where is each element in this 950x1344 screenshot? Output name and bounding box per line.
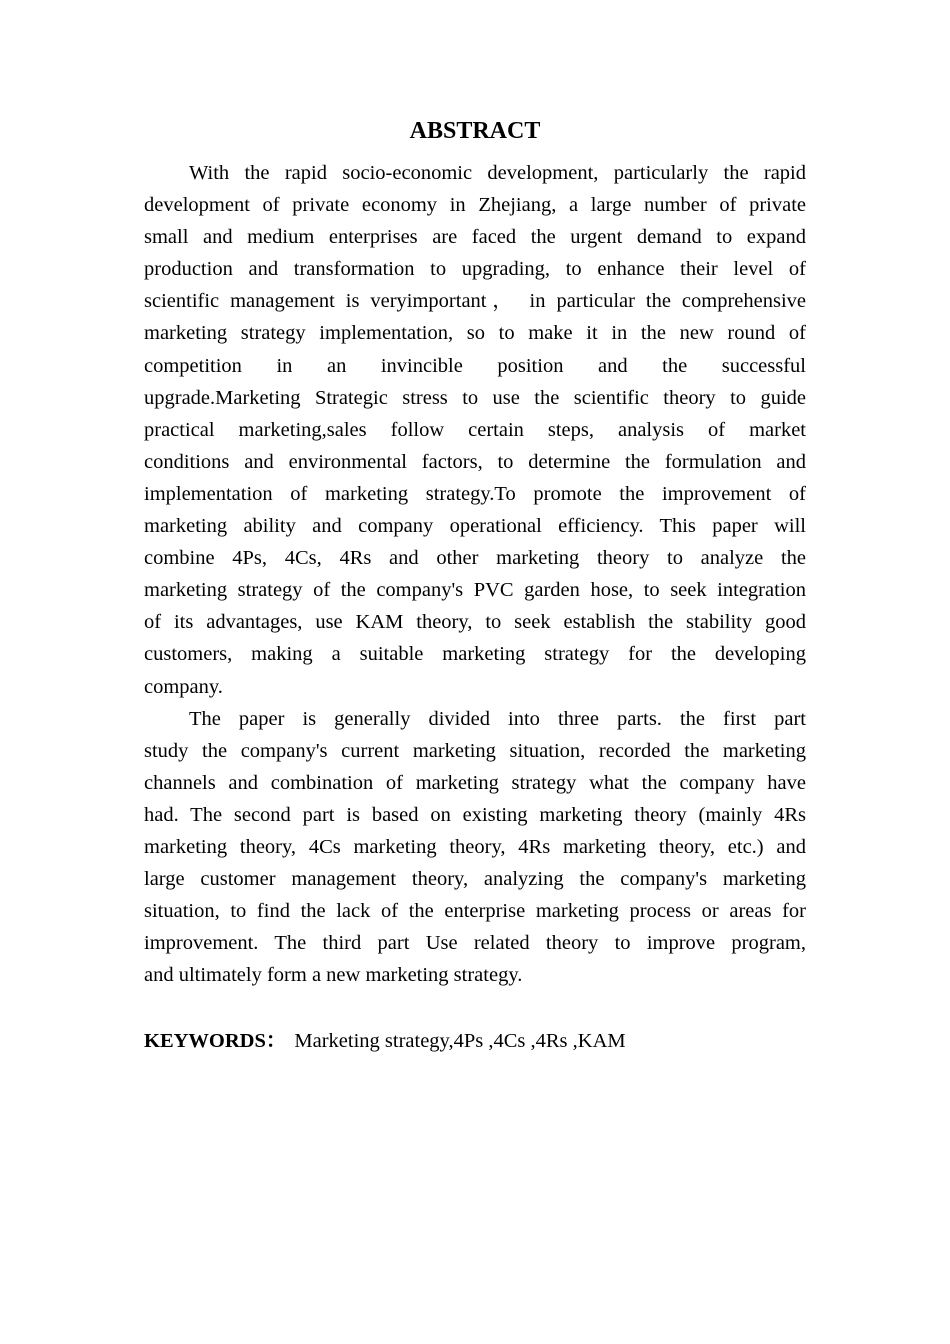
paragraph-line: company. [144,675,223,698]
paragraph-line: of its advantages, use KAM theory, to seek establish the stability good [144,611,806,634]
paragraph-line: marketing theory, 4Cs marketing theory, 4Rs marketing theory, etc.) and [144,835,806,858]
paragraph-line: implementation of marketing strategy.To promote the improvement of [144,482,806,505]
abstract-title: ABSTRACT [409,118,541,144]
abstract-body [144,157,806,991]
paragraph-line: conditions and environmental factors, to determine the formulation and [144,450,806,473]
paragraph-line: channels and combination of marketing strategy what the company have [144,771,806,794]
paragraph-line: production and transformation to upgrading, to enhance their level of [144,258,806,281]
paragraph-line: large customer management theory, analyzing the company's marketing [144,868,806,891]
keywords-line [144,1026,626,1056]
paragraph-line: competition in an invincible position and the successful [144,354,806,377]
paragraph-1 [144,157,806,703]
keywords-value: Marketing strategy,4Ps ,4Cs ,4Rs ,KAM [294,1030,626,1052]
paragraph-line: customers, making a suitable marketing strategy for the developing [144,643,806,666]
paragraph-line: The paper is generally divided into three parts. the first part [189,707,806,730]
paragraph-line: combine 4Ps, 4Cs, 4Rs and other marketing theory to analyze the [144,547,806,570]
paragraph-line: upgrade.Marketing Strategic stress to use the scientific theory to guide [144,386,806,409]
paragraph-line: had. The second part is based on existing marketing theory (mainly 4Rs [144,803,806,826]
paragraph-line: marketing ability and company operational efficiency. This paper will [144,515,806,538]
paragraph-line: marketing strategy implementation, so to make it in the new round of [144,322,806,345]
paragraph-line: small and medium enterprises are faced the urgent demand to expand [144,226,806,249]
paragraph-line: improvement. The third part Use related theory to improve program, [144,932,806,955]
paragraph-line: With the rapid socio-economic development, particularly the rapid [189,162,806,184]
keywords-label: KEYWORDS： [144,1030,287,1052]
paragraph-line: situation, to find the lack of the enterprise marketing process or areas for [144,900,806,923]
paragraph-2 [144,703,806,992]
paragraph-line: scientific management is veryimportant， in particular the comprehensive [144,290,806,313]
paragraph-line: and ultimately form a new marketing strategy. [144,964,523,987]
paragraph-line: study the company's current marketing situation, recorded the marketing [144,739,806,762]
paragraph-line: practical marketing,sales follow certain steps, analysis of market [144,418,806,441]
paragraph-line: development of private economy in Zhejiang, a large number of private [144,194,806,217]
paragraph-line: marketing strategy of the company's PVC garden hose, to seek integration [144,579,806,602]
